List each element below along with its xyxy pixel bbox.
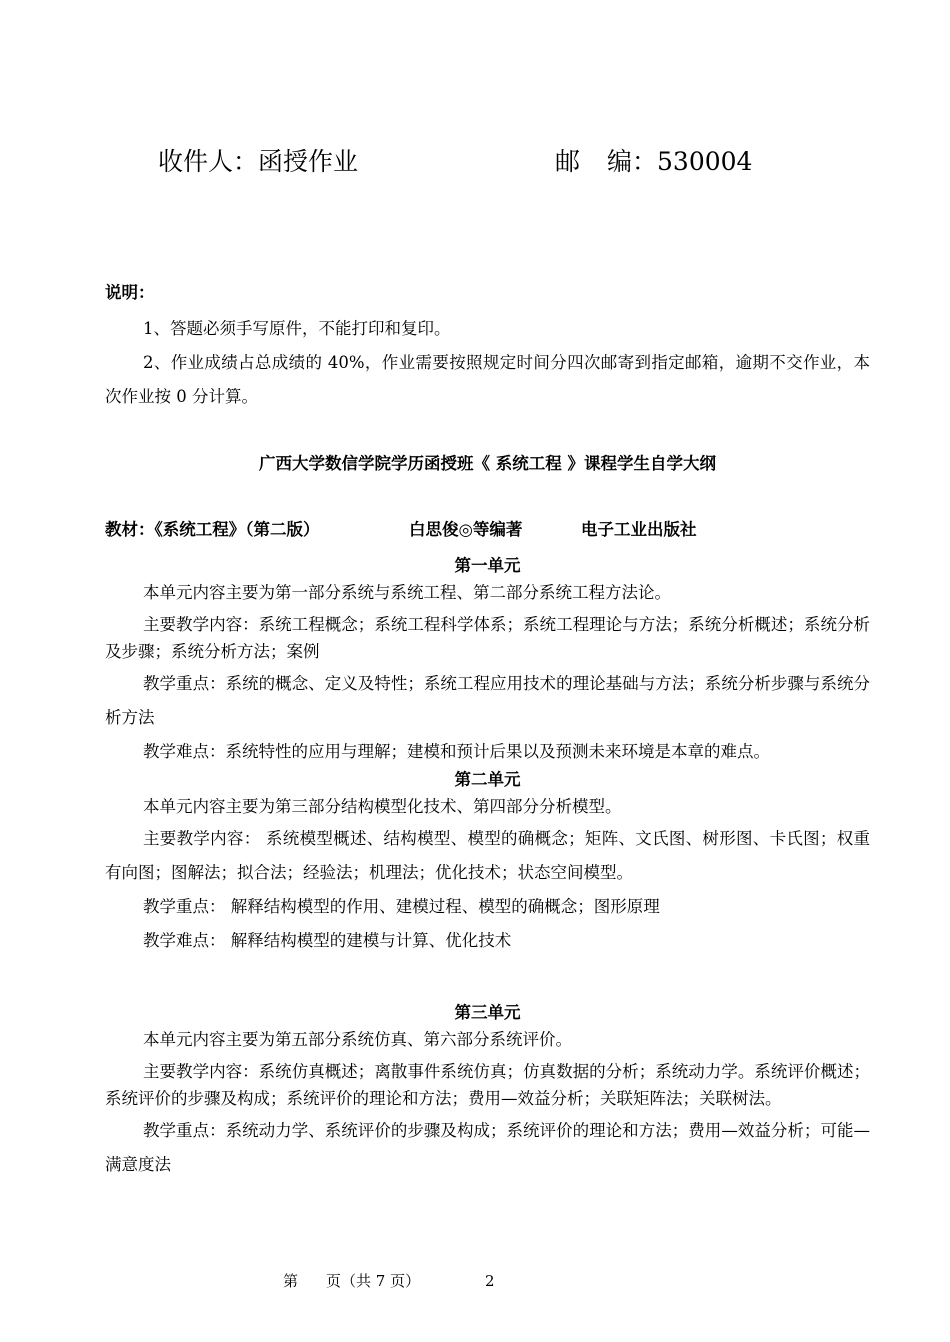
notes-item: 1、答题必须手写原件，不能打印和复印。: [143, 319, 451, 338]
unit-paragraph: 主要教学内容： 系统模型概述、结构模型、模型的确概念；矩阵、文氏图、树形图、卡氏图；权重有向图；图解法；拟合法；经验法；机理法；优化技术；状态空间模型。: [105, 829, 870, 882]
notes-section: [105, 280, 870, 414]
recipient-line: 收件人：函授作业: [158, 147, 359, 176]
postcode-line: [555, 142, 752, 182]
unit-paragraph: 主要教学内容：系统仿真概述；离散事件系统仿真；仿真数据的分析；系统动力学。系统评价概述；系统评价的步骤及构成；系统评价的理论和方法；费用—效益分析；关联矩阵法；关联树法。: [105, 1062, 870, 1108]
textbook-publisher: 电子工业出版社: [581, 520, 697, 539]
postcode-label-a: 邮: [555, 147, 581, 176]
unit-paragraph: 教学重点： 解释结构模型的作用、建模过程、模型的确概念；图形原理: [143, 897, 660, 916]
unit-paragraph: 本单元内容主要为第三部分结构模型化技术、第四部分分析模型。: [143, 797, 622, 816]
notes-title: 说明：: [105, 283, 155, 302]
unit-title: 第二单元: [454, 770, 521, 789]
footer-left: 第: [283, 1272, 299, 1290]
textbook-author: 白思俊◎等编著: [409, 520, 523, 539]
textbook-line: [105, 517, 870, 543]
page-number: 2: [485, 1272, 495, 1290]
postcode-label-b: 编：530004: [607, 147, 753, 176]
textbook-label: 教材：《系统工程》（第二版）: [105, 520, 320, 539]
unit-paragraph: 教学重点：系统的概念、定义及特性；系统工程应用技术的理论基础与方法；系统分析步骤与系统分析方法: [105, 674, 870, 727]
unit-title: 第一单元: [454, 556, 521, 575]
unit-paragraph: 主要教学内容：系统工程概念；系统工程科学体系；系统工程理论与方法；系统分析概述；系统分析及步骤；系统分析方法；案例: [105, 615, 870, 661]
unit-paragraph: 教学难点：系统特性的应用与理解；建模和预计后果以及预测未来环境是本章的难点。: [143, 742, 770, 761]
unit-3: [105, 1000, 870, 1182]
unit-1: [105, 553, 870, 769]
unit-paragraph: 教学重点：系统动力学、系统评价的步骤及构成；系统评价的理论和方法；费用—效益分析；可能—满意度法: [105, 1121, 870, 1174]
syllabus-title-wrap: [105, 451, 870, 477]
unit-paragraph: 教学难点： 解释结构模型的建模与计算、优化技术: [143, 931, 512, 950]
page-footer: [283, 1270, 495, 1292]
footer-middle: 页（共 7 页）: [326, 1272, 421, 1290]
notes-item: 2、作业成绩占总成绩的 40%，作业需要按照规定时间分四次邮寄到指定邮箱，逾期不交作业，本次作业按 0 分计算。: [105, 353, 870, 406]
unit-2: [105, 767, 870, 958]
syllabus-title: 广西大学数信学院学历函授班《 系统工程 》课程学生自学大纲: [259, 454, 716, 473]
unit-title: 第三单元: [454, 1003, 521, 1022]
unit-paragraph: 本单元内容主要为第五部分系统仿真、第六部分系统评价。: [143, 1030, 572, 1049]
unit-paragraph: 本单元内容主要为第一部分系统与系统工程、第二部分系统工程方法论。: [143, 583, 671, 602]
